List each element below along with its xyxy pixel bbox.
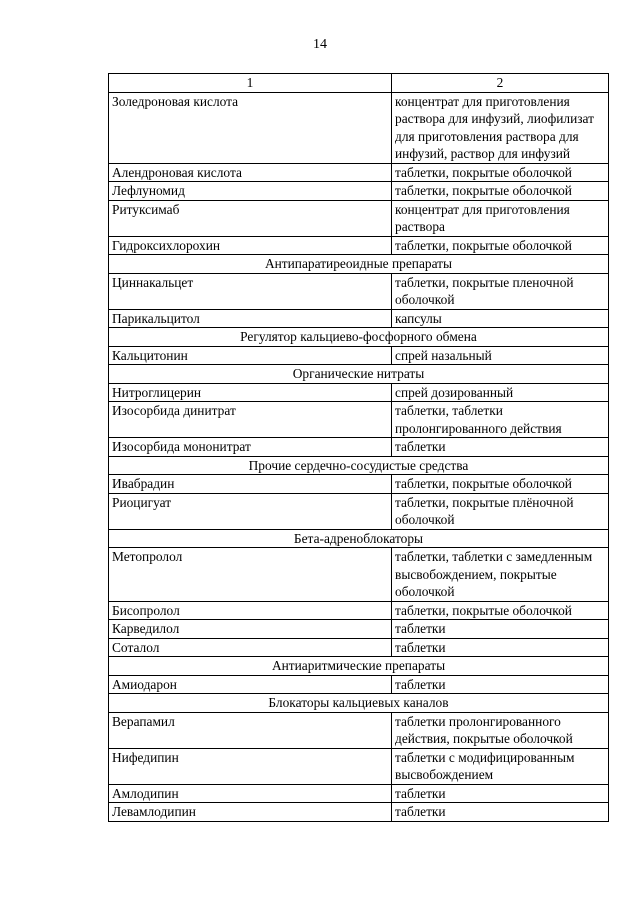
dosage-form-cell: концентрат для приготовления раствора [392, 200, 609, 236]
table-row [109, 92, 609, 163]
drug-name-cell: Циннакальцет [109, 273, 392, 309]
dosage-form-cell: таблетки, таблетки с замедленным высвобождением, покрытые оболочкой [392, 548, 609, 602]
dosage-form-cell: таблетки, покрытые плёночной оболочкой [392, 493, 609, 529]
table-row [109, 402, 609, 438]
dosage-form-cell: таблетки [392, 620, 609, 639]
drug-name-cell: Риоцигуат [109, 493, 392, 529]
dosage-form-cell: таблетки [392, 438, 609, 457]
group-title: Прочие сердечно-сосудистые средства [109, 456, 609, 475]
dosage-form-cell: спрей назальный [392, 346, 609, 365]
table-row [109, 236, 609, 255]
table-row [109, 620, 609, 639]
table-row [109, 548, 609, 602]
column-header-1: 1 [109, 74, 392, 93]
dosage-form-cell: таблетки, покрытые оболочкой [392, 163, 609, 182]
drug-name-cell: Алендроновая кислота [109, 163, 392, 182]
drug-name-cell: Парикальцитол [109, 309, 392, 328]
dosage-form-cell: таблетки, покрытые оболочкой [392, 182, 609, 201]
drug-name-cell: Изосорбида динитрат [109, 402, 392, 438]
table-row [109, 675, 609, 694]
group-header-row [109, 657, 609, 676]
dosage-form-cell: таблетки [392, 784, 609, 803]
table-row [109, 309, 609, 328]
table-row [109, 200, 609, 236]
drug-name-cell: Кальцитонин [109, 346, 392, 365]
table-row [109, 475, 609, 494]
dosage-form-cell: капсулы [392, 309, 609, 328]
drug-name-cell: Метопролол [109, 548, 392, 602]
table-row [109, 346, 609, 365]
drug-name-cell: Левамлодипин [109, 803, 392, 822]
dosage-form-cell: таблетки [392, 675, 609, 694]
group-title: Органические нитраты [109, 365, 609, 384]
group-header-row [109, 255, 609, 274]
dosage-form-cell: таблетки, покрытые пленочной оболочкой [392, 273, 609, 309]
group-title: Бета-адреноблокаторы [109, 529, 609, 548]
drug-name-cell: Нитроглицерин [109, 383, 392, 402]
dosage-form-cell: таблетки пролонгированного действия, покрытые оболочкой [392, 712, 609, 748]
drug-name-cell: Изосорбида мононитрат [109, 438, 392, 457]
drug-name-cell: Амлодипин [109, 784, 392, 803]
drug-table [108, 73, 609, 822]
drug-name-cell: Ивабрадин [109, 475, 392, 494]
dosage-form-cell: таблетки [392, 803, 609, 822]
table-row [109, 712, 609, 748]
drug-name-cell: Амиодарон [109, 675, 392, 694]
dosage-form-cell: таблетки, таблетки пролонгированного действия [392, 402, 609, 438]
drug-name-cell: Бисопролол [109, 601, 392, 620]
dosage-form-cell: таблетки, покрытые оболочкой [392, 475, 609, 494]
group-header-row [109, 365, 609, 384]
table-row [109, 438, 609, 457]
table-header-row [109, 74, 609, 93]
table-row [109, 748, 609, 784]
drug-name-cell: Гидроксихлорохин [109, 236, 392, 255]
table-row [109, 493, 609, 529]
dosage-form-cell: таблетки, покрытые оболочкой [392, 236, 609, 255]
table-row [109, 803, 609, 822]
group-title: Антипаратиреоидные препараты [109, 255, 609, 274]
group-header-row [109, 456, 609, 475]
group-header-row [109, 694, 609, 713]
dosage-form-cell: таблетки [392, 638, 609, 657]
dosage-form-cell: таблетки с модифицированным высвобождением [392, 748, 609, 784]
page-number: 14 [313, 37, 327, 52]
table-row [109, 182, 609, 201]
table-row [109, 273, 609, 309]
group-header-row [109, 529, 609, 548]
drug-name-cell: Лефлуномид [109, 182, 392, 201]
table-body [109, 92, 609, 821]
table-row [109, 163, 609, 182]
drug-name-cell: Верапамил [109, 712, 392, 748]
table-row [109, 784, 609, 803]
drug-name-cell: Нифедипин [109, 748, 392, 784]
column-header-2: 2 [392, 74, 609, 93]
group-title: Регулятор кальциево-фосфорного обмена [109, 328, 609, 347]
drug-name-cell: Золедроновая кислота [109, 92, 392, 163]
drug-name-cell: Карведилол [109, 620, 392, 639]
dosage-form-cell: спрей дозированный [392, 383, 609, 402]
dosage-form-cell: таблетки, покрытые оболочкой [392, 601, 609, 620]
table-row [109, 638, 609, 657]
group-header-row [109, 328, 609, 347]
group-title: Антиаритмические препараты [109, 657, 609, 676]
drug-name-cell: Ритуксимаб [109, 200, 392, 236]
drug-name-cell: Соталол [109, 638, 392, 657]
group-title: Блокаторы кальциевых каналов [109, 694, 609, 713]
table-row [109, 601, 609, 620]
table-row [109, 383, 609, 402]
dosage-form-cell: концентрат для приготовления раствора для инфузий, лиофилизат для приготовления раствора для инфузий, раствор для инфузий [392, 92, 609, 163]
